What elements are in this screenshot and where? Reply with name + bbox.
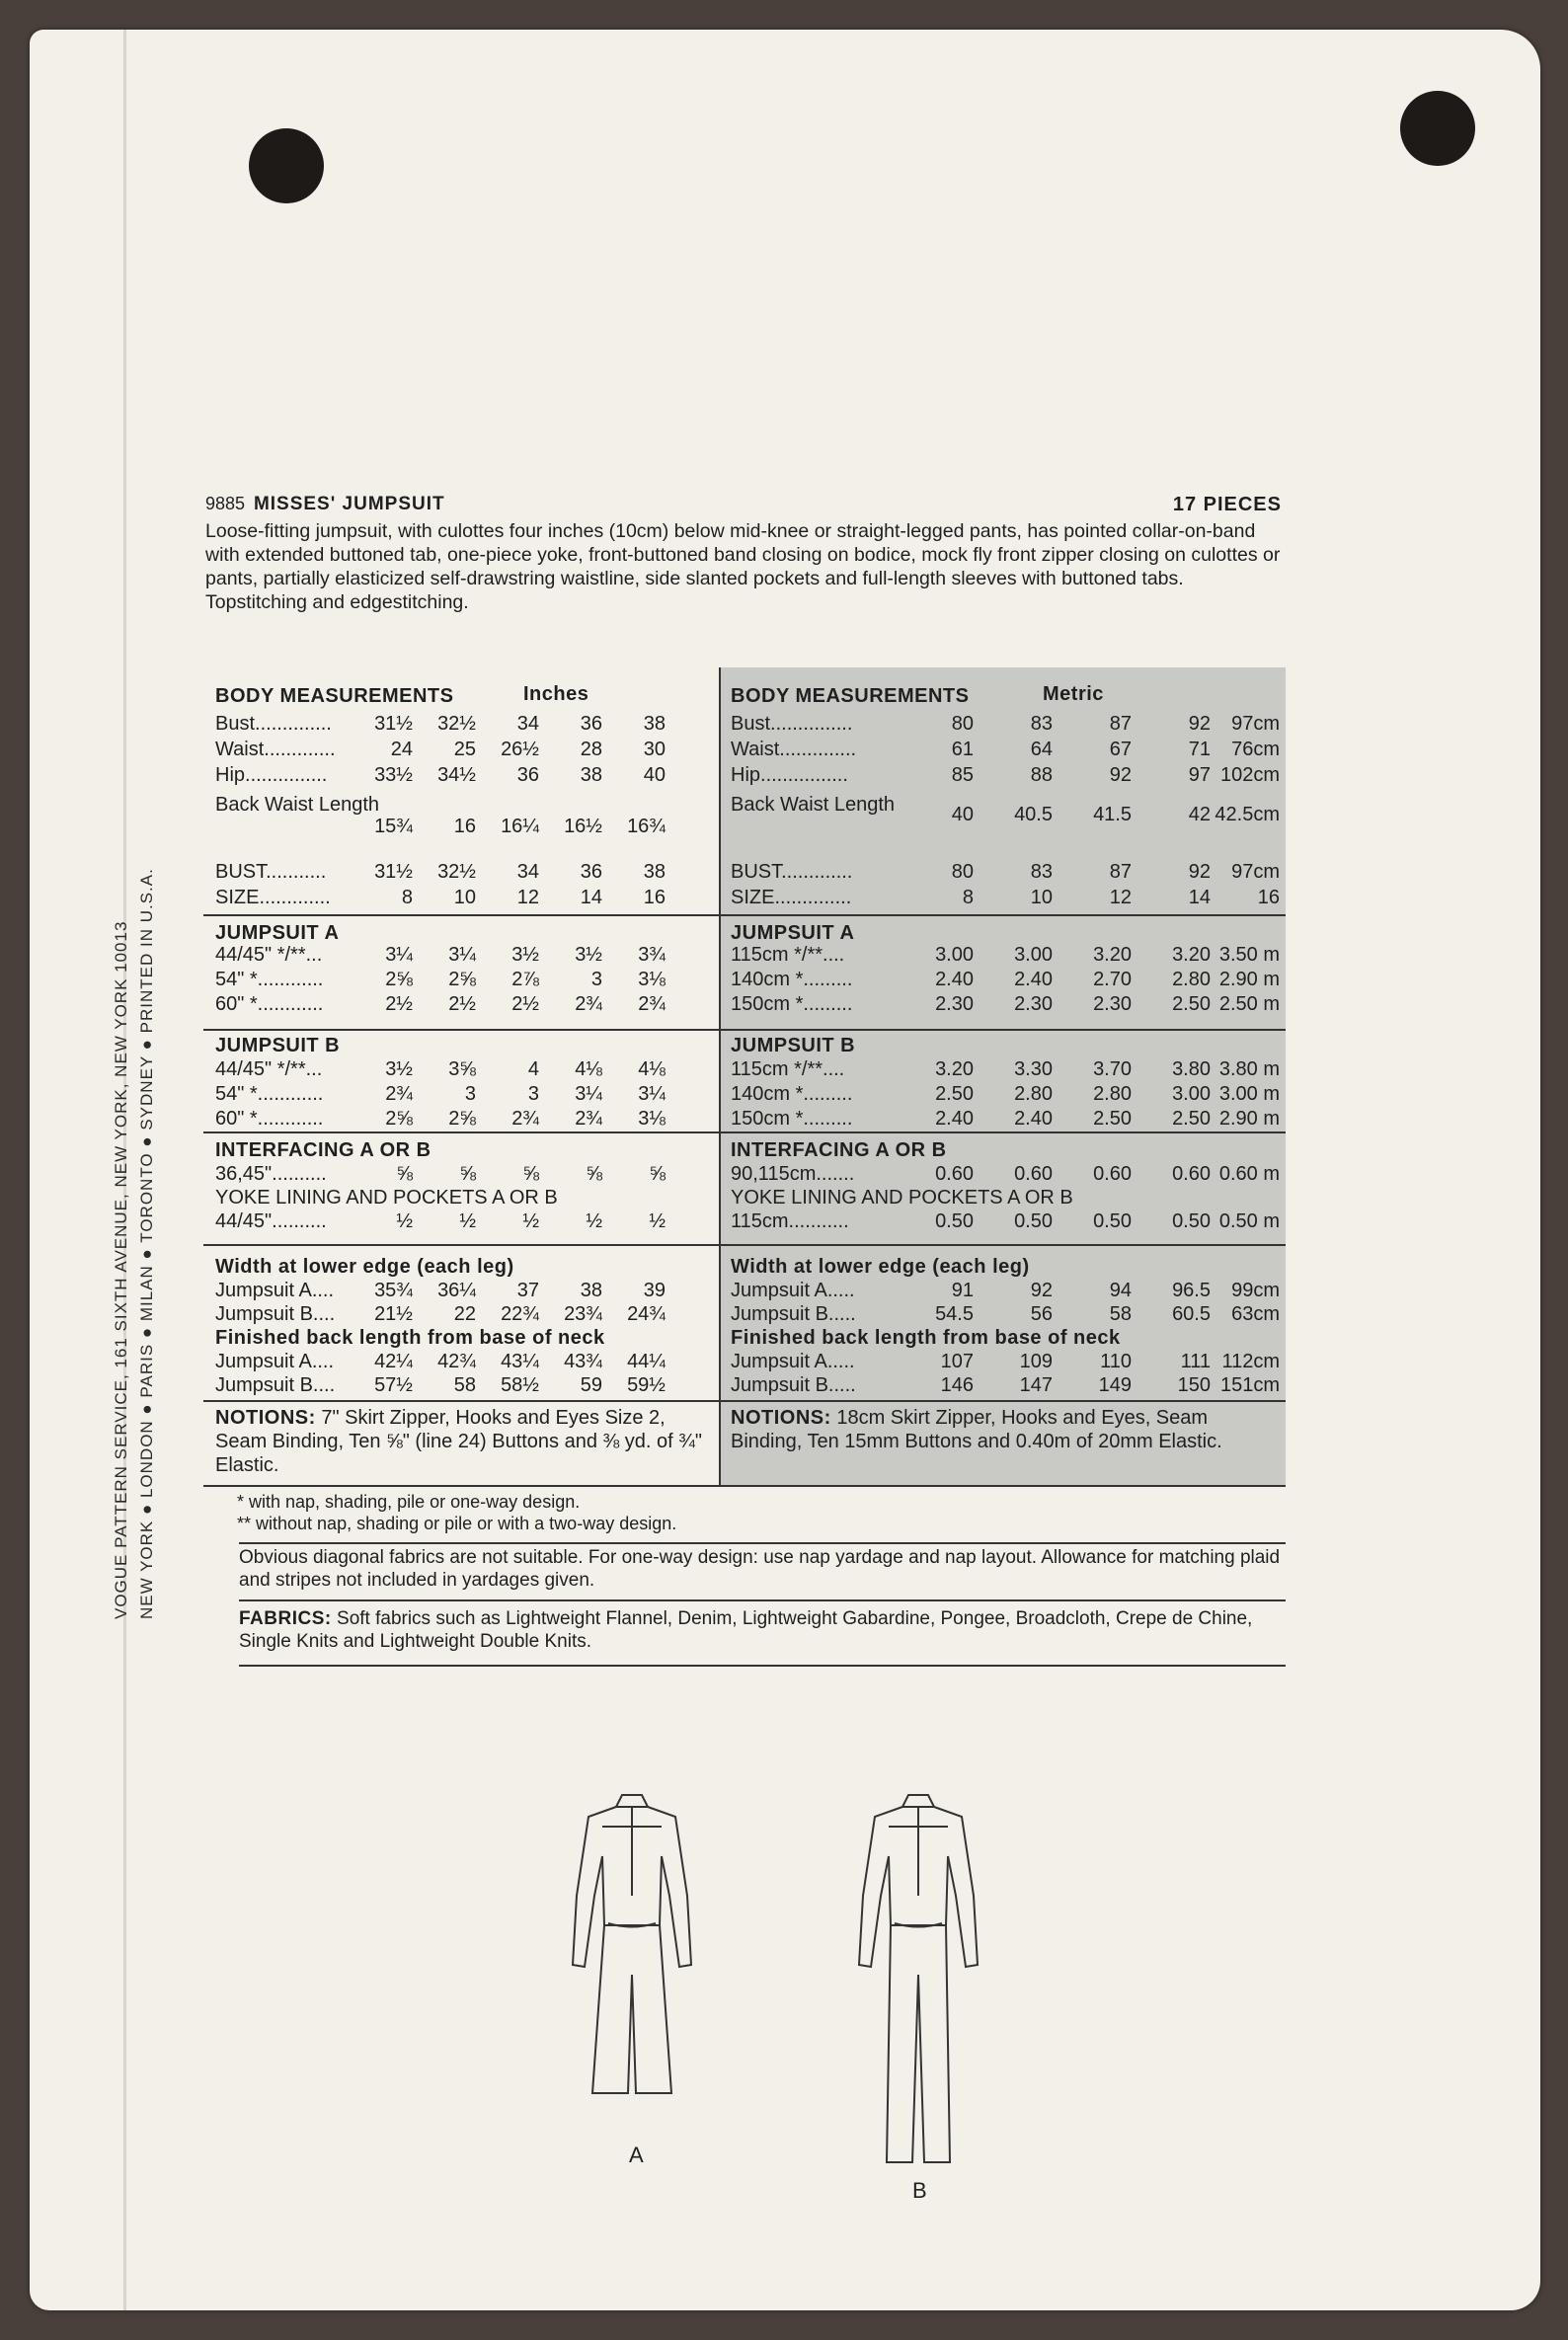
bust-value: 36 xyxy=(580,861,602,883)
yoke-row-value: 0.50 xyxy=(1172,1210,1211,1232)
jumpsuit-b-row-value: 2¾ xyxy=(575,1108,602,1130)
interfacing-row-value: 0.60 xyxy=(1014,1163,1053,1185)
table-rule xyxy=(203,1244,1286,1246)
body-measure-value: 83 xyxy=(1030,713,1053,735)
finished-length-row-value: 59 xyxy=(580,1374,602,1396)
pattern-description: Loose-fitting jumpsuit, with culottes four inches (10cm) below mid-knee or straight-legged pants, has pointed collar-on-band with extended buttoned tab, one-piece yoke, front-buttoned band closing on bodice, mock fly front zipper closing on culottes or pants, partially elasticized self-drawstring waistline, side slanted pockets and full-length sleeves with buttoned tabs. Topstitching and edgestitching. xyxy=(205,520,1281,613)
finished-length-row-value: 151cm xyxy=(1219,1374,1280,1396)
interfacing-row-value: ⅝ xyxy=(459,1163,476,1185)
jumpsuit-b-row-value: 3.20 xyxy=(935,1058,974,1080)
body-measure-value: 32½ xyxy=(437,713,476,735)
width-row-label: Jumpsuit A.... xyxy=(215,1280,335,1301)
jumpsuit-a-sketch xyxy=(553,1787,711,2172)
body-measure-value: 28 xyxy=(580,739,602,760)
body-measure-label: Hip................ xyxy=(731,764,848,786)
yoke-row-value: ½ xyxy=(522,1210,539,1232)
body-measure-value: 76cm xyxy=(1231,739,1280,760)
jumpsuit-a-row-value: 2.90 m xyxy=(1218,969,1280,990)
jumpsuit-b-row-value: 3½ xyxy=(385,1058,413,1080)
jumpsuit-a-row-value: 3.00 xyxy=(935,944,974,966)
table-rule xyxy=(203,1400,1286,1402)
notions-text: 18cm Skirt Zipper, Hooks and Eyes, Seam Binding, Ten 15mm Buttons and 0.40m of 20mm Elastic. xyxy=(731,1407,1222,1452)
finished-length-row-value: 42¼ xyxy=(374,1351,413,1372)
notions-label: NOTIONS: xyxy=(215,1407,316,1429)
interfacing-row-label: 90,115cm....... xyxy=(731,1163,855,1185)
back-waist-value: 40.5 xyxy=(1014,804,1053,825)
yoke-heading: YOKE LINING AND POCKETS A OR B xyxy=(731,1187,1073,1209)
rule xyxy=(239,1599,1286,1601)
width-row-value: 99cm xyxy=(1231,1280,1280,1301)
body-measure-value: 87 xyxy=(1109,713,1132,735)
yoke-row-value: 0.50 m xyxy=(1218,1210,1280,1232)
notions-block xyxy=(215,1406,709,1477)
finished-length-row-value: 58½ xyxy=(501,1374,539,1396)
yoke-row-value: 0.50 xyxy=(935,1210,974,1232)
jumpsuit-b-row-label: 44/45" */**... xyxy=(215,1058,323,1080)
body-measure-value: 80 xyxy=(951,713,974,735)
body-measure-value: 67 xyxy=(1109,739,1132,760)
back-waist-value: 16¾ xyxy=(627,816,666,837)
jumpsuit-b-row-value: 3¼ xyxy=(575,1083,602,1105)
back-waist-value: 41.5 xyxy=(1093,804,1132,825)
table-rule xyxy=(203,1029,1286,1031)
bust-value: 92 xyxy=(1188,861,1211,883)
width-row-value: 22 xyxy=(453,1303,476,1325)
finished-length-row-value: 42¾ xyxy=(437,1351,476,1372)
jumpsuit-b-row-value: 2.50 xyxy=(935,1083,974,1105)
body-measure-label: Bust............... xyxy=(731,713,853,735)
jumpsuit-a-row-label: 54" *............ xyxy=(215,969,324,990)
yoke-row-label: 115cm........... xyxy=(731,1210,849,1232)
yoke-row-value: ½ xyxy=(649,1210,666,1232)
body-measure-value: 38 xyxy=(643,713,666,735)
jumpsuit-b-row-label: 54" *............ xyxy=(215,1083,324,1105)
jumpsuit-b-row-value: 2¾ xyxy=(511,1108,539,1130)
finished-length-row-value: 44¼ xyxy=(627,1351,666,1372)
jumpsuit-a-row-value: 3¼ xyxy=(448,944,476,966)
yoke-row-value: ½ xyxy=(586,1210,602,1232)
back-waist-value: 40 xyxy=(951,804,974,825)
body-measure-value: 85 xyxy=(951,764,974,786)
width-row-value: 54.5 xyxy=(935,1303,974,1325)
width-row-label: Jumpsuit B.... xyxy=(215,1303,336,1325)
yoke-row-value: 0.50 xyxy=(1093,1210,1132,1232)
size-value: 14 xyxy=(580,887,602,908)
footnotes xyxy=(237,1491,676,1534)
jumpsuit-a-row-value: 2½ xyxy=(385,993,413,1015)
jumpsuit-b-row-value: 3.00 m xyxy=(1218,1083,1280,1105)
body-measure-label: Waist.............. xyxy=(731,739,857,760)
width-row-value: 35¾ xyxy=(374,1280,413,1301)
body-measure-value: 36 xyxy=(580,713,602,735)
size-value: 10 xyxy=(453,887,476,908)
yardage-tables xyxy=(203,667,1286,1487)
width-row-label: Jumpsuit A..... xyxy=(731,1280,855,1301)
width-row-value: 21½ xyxy=(374,1303,413,1325)
finished-length-heading: Finished back length from base of neck xyxy=(731,1327,1121,1349)
finished-length-row-value: 146 xyxy=(940,1374,974,1396)
body-measure-value: 88 xyxy=(1030,764,1053,786)
footnote-no-nap: ** without nap, shading or pile or with a two-way design. xyxy=(237,1514,677,1533)
bust-value: 31½ xyxy=(374,861,413,883)
jumpsuit-a-row-label: 140cm *......... xyxy=(731,969,853,990)
jumpsuit-a-row-value: 3½ xyxy=(575,944,602,966)
jumpsuit-b-row-value: 2⅝ xyxy=(448,1108,476,1130)
body-measure-value: 25 xyxy=(453,739,476,760)
jumpsuit-a-row-value: 2½ xyxy=(448,993,476,1015)
jumpsuit-a-row-value: 2.40 xyxy=(1014,969,1053,990)
interfacing-row-value: 0.60 xyxy=(1172,1163,1211,1185)
back-waist-value: 16 xyxy=(453,816,476,837)
finished-length-heading: Finished back length from base of neck xyxy=(215,1327,605,1349)
jumpsuit-b-row-value: 4 xyxy=(527,1058,539,1080)
interfacing-row-value: 0.60 m xyxy=(1218,1163,1280,1185)
jumpsuit-a-row-label: 150cm *......... xyxy=(731,993,853,1015)
size-value: 16 xyxy=(643,887,666,908)
jumpsuit-a-row-value: 3⅛ xyxy=(638,969,666,990)
size-value: 16 xyxy=(1257,887,1280,908)
finished-length-row-label: Jumpsuit B..... xyxy=(731,1374,856,1396)
body-measure-label: Bust.............. xyxy=(215,713,332,735)
width-row-value: 91 xyxy=(951,1280,974,1301)
jumpsuit-b-row-value: 3 xyxy=(527,1083,539,1105)
finished-length-row-value: 59½ xyxy=(627,1374,666,1396)
jumpsuit-a-row-value: 2.70 xyxy=(1093,969,1132,990)
notions-label: NOTIONS: xyxy=(731,1407,831,1429)
body-measure-value: 102cm xyxy=(1219,764,1280,786)
pattern-title: MISSES' JUMPSUIT xyxy=(253,494,445,514)
bust-value: 34 xyxy=(516,861,539,883)
bust-value: 83 xyxy=(1030,861,1053,883)
size-value: 14 xyxy=(1188,887,1211,908)
jumpsuit-b-row-value: 3.30 xyxy=(1014,1058,1053,1080)
unit-heading: Inches xyxy=(523,683,589,705)
yoke-heading: YOKE LINING AND POCKETS A OR B xyxy=(215,1187,558,1209)
fabrics-block xyxy=(239,1607,1286,1653)
body-measure-value: 97cm xyxy=(1231,713,1280,735)
pattern-number: 9885 xyxy=(205,494,246,513)
interfacing-row-value: ⅝ xyxy=(586,1163,602,1185)
yoke-row-label: 44/45".......... xyxy=(215,1210,327,1232)
width-row-value: 37 xyxy=(516,1280,539,1301)
jumpsuit-b-row-value: 2.80 xyxy=(1093,1083,1132,1105)
table-rule xyxy=(203,1131,1286,1133)
width-row-value: 60.5 xyxy=(1172,1303,1211,1325)
jumpsuit-b-row-label: 150cm *......... xyxy=(731,1108,853,1130)
jumpsuit-b-row-value: 3⅝ xyxy=(448,1058,476,1080)
jumpsuit-b-row-value: 3¼ xyxy=(638,1083,666,1105)
jumpsuit-b-row-value: 4⅛ xyxy=(638,1058,666,1080)
sketch-label-a: A xyxy=(629,2143,644,2167)
jumpsuit-a-row-label: 115cm */**.... xyxy=(731,944,845,966)
jumpsuit-b-row-value: 2.40 xyxy=(1014,1108,1053,1130)
width-row-value: 92 xyxy=(1030,1280,1053,1301)
body-measure-value: 92 xyxy=(1188,713,1211,735)
jumpsuit-b-row-value: 2¾ xyxy=(385,1083,413,1105)
footnote-nap: * with nap, shading, pile or one-way design. xyxy=(237,1492,581,1512)
bust-value: 97cm xyxy=(1231,861,1280,883)
body-measure-value: 34 xyxy=(516,713,539,735)
body-measure-value: 36 xyxy=(516,764,539,786)
back-waist-label: Back Waist Length xyxy=(731,794,896,816)
jumpsuit-b-heading: JUMPSUIT B xyxy=(731,1035,856,1056)
width-heading: Width at lower edge (each leg) xyxy=(215,1256,514,1278)
body-measure-value: 38 xyxy=(580,764,602,786)
finished-length-row-value: 43¼ xyxy=(501,1351,539,1372)
jumpsuit-b-row-value: 2.40 xyxy=(935,1108,974,1130)
bust-value: 87 xyxy=(1109,861,1132,883)
jumpsuit-b-row-value: 2.80 xyxy=(1014,1083,1053,1105)
finished-length-row-value: 149 xyxy=(1098,1374,1132,1396)
jumpsuit-b-row-value: 3.80 xyxy=(1172,1058,1211,1080)
pieces-count: 17 PIECES xyxy=(1172,494,1282,515)
bust-value: 80 xyxy=(951,861,974,883)
punch-hole-left xyxy=(249,128,324,203)
jumpsuit-b-row-label: 115cm */**.... xyxy=(731,1058,845,1080)
rule xyxy=(239,1665,1286,1667)
finished-length-row-label: Jumpsuit B.... xyxy=(215,1374,336,1396)
width-row-value: 39 xyxy=(643,1280,666,1301)
finished-length-row-value: 150 xyxy=(1177,1374,1211,1396)
punch-hole-right xyxy=(1400,91,1475,166)
unit-heading: Metric xyxy=(1043,683,1104,705)
jumpsuit-b-heading: JUMPSUIT B xyxy=(215,1035,341,1056)
pattern-header xyxy=(205,494,1282,614)
jumpsuit-b-row-value: 2⅝ xyxy=(385,1108,413,1130)
finished-length-row-label: Jumpsuit A..... xyxy=(731,1351,855,1372)
bust-label: BUST............. xyxy=(731,861,853,883)
jumpsuit-b-row-value: 2.50 xyxy=(1172,1108,1211,1130)
yoke-row-value: ½ xyxy=(459,1210,476,1232)
jumpsuit-a-row-value: 2¾ xyxy=(575,993,602,1015)
jumpsuit-b-row-value: 3.00 xyxy=(1172,1083,1211,1105)
size-value: 10 xyxy=(1030,887,1053,908)
width-row-value: 94 xyxy=(1109,1280,1132,1301)
size-label: SIZE............. xyxy=(215,887,331,908)
jumpsuit-b-row-value: 3.70 xyxy=(1093,1058,1132,1080)
width-heading: Width at lower edge (each leg) xyxy=(731,1256,1030,1278)
finished-length-row-value: 109 xyxy=(1019,1351,1053,1372)
back-waist-value: 15¾ xyxy=(374,816,413,837)
finished-length-row-value: 58 xyxy=(453,1374,476,1396)
body-measure-value: 40 xyxy=(643,764,666,786)
back-waist-value: 16½ xyxy=(564,816,602,837)
interfacing-row-label: 36,45".......... xyxy=(215,1163,327,1185)
interfacing-heading: INTERFACING A OR B xyxy=(731,1139,947,1161)
jumpsuit-a-row-value: 2.30 xyxy=(935,993,974,1015)
jumpsuit-a-heading: JUMPSUIT A xyxy=(215,922,340,944)
back-waist-label: Back Waist Length xyxy=(215,794,380,816)
jumpsuit-b-row-value: 3 xyxy=(464,1083,476,1105)
jumpsuit-a-row-value: 2⅞ xyxy=(511,969,539,990)
jumpsuit-a-row-value: 2⅝ xyxy=(385,969,413,990)
table-divider xyxy=(719,667,721,1487)
bust-label: BUST........... xyxy=(215,861,327,883)
rule xyxy=(239,1542,1286,1544)
body-measurements-heading: BODY MEASUREMENTS xyxy=(731,685,970,707)
finished-length-row-value: 111 xyxy=(1180,1351,1211,1372)
notions-text: 7" Skirt Zipper, Hooks and Eyes Size 2, Seam Binding, Ten ⅝" (line 24) Buttons and ⅜ yd. of ¾" Elastic. xyxy=(215,1407,703,1476)
jumpsuit-a-row-value: 2.30 xyxy=(1014,993,1053,1015)
size-value: 8 xyxy=(962,887,974,908)
fabric-note: Obvious diagonal fabrics are not suitable. For one-way design: use nap yardage and nap layout. Allowance for matching plaid and stripes not included in yardages given. xyxy=(239,1547,1281,1591)
width-row-value: 58 xyxy=(1109,1303,1132,1325)
jumpsuit-a-row-value: 3.50 m xyxy=(1218,944,1280,966)
sketch-label-b: B xyxy=(912,2178,927,2203)
width-row-value: 23¾ xyxy=(564,1303,602,1325)
jumpsuit-a-row-value: 2⅝ xyxy=(448,969,476,990)
width-row-value: 38 xyxy=(580,1280,602,1301)
jumpsuit-a-row-value: 3¼ xyxy=(385,944,413,966)
jumpsuit-a-row-value: 2½ xyxy=(511,993,539,1015)
jumpsuit-a-row-value: 3 xyxy=(590,969,602,990)
body-measure-value: 61 xyxy=(951,739,974,760)
yoke-row-value: ½ xyxy=(396,1210,413,1232)
yoke-row-value: 0.50 xyxy=(1014,1210,1053,1232)
jumpsuit-b-row-value: 4⅛ xyxy=(575,1058,602,1080)
jumpsuit-a-row-value: 2.50 m xyxy=(1218,993,1280,1015)
jumpsuit-b-sketch xyxy=(839,1787,997,2182)
publisher-cities: NEW YORK ● LONDON ● PARIS ● MILAN ● TORONTO ● SYDNEY ● PRINTED IN U.S.A. xyxy=(137,868,156,1619)
finished-length-row-value: 112cm xyxy=(1221,1351,1280,1372)
jumpsuit-a-row-value: 2.50 xyxy=(1172,993,1211,1015)
jumpsuit-a-row-value: 3.00 xyxy=(1014,944,1053,966)
finished-length-row-value: 107 xyxy=(940,1351,974,1372)
size-value: 12 xyxy=(516,887,539,908)
size-value: 12 xyxy=(1109,887,1132,908)
fabrics-text: Soft fabrics such as Lightweight Flannel, Denim, Lightweight Gabardine, Pongee, Broadcloth, Crepe de Chine, Single Knits and Lightweight Double Knits. xyxy=(239,1608,1253,1652)
interfacing-heading: INTERFACING A OR B xyxy=(215,1139,431,1161)
bust-value: 32½ xyxy=(437,861,476,883)
publisher-side-text xyxy=(109,868,160,1619)
body-measure-value: 92 xyxy=(1109,764,1132,786)
body-measure-value: 26½ xyxy=(501,739,539,760)
interfacing-row-value: ⅝ xyxy=(649,1163,666,1185)
publisher-address: VOGUE PATTERN SERVICE, 161 SIXTH AVENUE, NEW YORK, NEW YORK 10013 xyxy=(112,920,130,1619)
body-measure-value: 31½ xyxy=(374,713,413,735)
back-waist-value: 42 xyxy=(1188,804,1211,825)
interfacing-row-value: 0.60 xyxy=(1093,1163,1132,1185)
size-value: 8 xyxy=(401,887,413,908)
jumpsuit-b-row-value: 2.90 m xyxy=(1218,1108,1280,1130)
table-rule xyxy=(203,1485,1286,1487)
body-measure-value: 97 xyxy=(1188,764,1211,786)
width-row-value: 56 xyxy=(1030,1303,1053,1325)
body-measure-label: Waist............. xyxy=(215,739,336,760)
back-waist-value: 42.5cm xyxy=(1215,804,1280,825)
interfacing-row-value: 0.60 xyxy=(935,1163,974,1185)
body-measurements-heading: BODY MEASUREMENTS xyxy=(215,685,454,707)
jumpsuit-a-row-value: 2¾ xyxy=(638,993,666,1015)
jumpsuit-a-row-value: 2.40 xyxy=(935,969,974,990)
bust-value: 38 xyxy=(643,861,666,883)
jumpsuit-b-row-value: 3.80 m xyxy=(1218,1058,1280,1080)
jumpsuit-a-row-value: 3.20 xyxy=(1172,944,1211,966)
finished-length-row-value: 43¾ xyxy=(564,1351,602,1372)
body-measure-value: 24 xyxy=(390,739,413,760)
finished-length-row-value: 110 xyxy=(1100,1351,1132,1372)
fabrics-label: FABRICS: xyxy=(239,1608,332,1629)
width-row-value: 63cm xyxy=(1231,1303,1280,1325)
interfacing-row-value: ⅝ xyxy=(522,1163,539,1185)
body-measure-value: 34½ xyxy=(437,764,476,786)
jumpsuit-a-row-value: 3.20 xyxy=(1093,944,1132,966)
finished-length-row-value: 147 xyxy=(1019,1374,1053,1396)
jumpsuit-a-row-value: 2.80 xyxy=(1172,969,1211,990)
jumpsuit-b-row-label: 60" *............ xyxy=(215,1108,324,1130)
interfacing-row-value: ⅝ xyxy=(396,1163,413,1185)
size-label: SIZE.............. xyxy=(731,887,852,908)
jumpsuit-a-row-label: 60" *............ xyxy=(215,993,324,1015)
body-measure-value: 30 xyxy=(643,739,666,760)
body-measure-value: 64 xyxy=(1030,739,1053,760)
table-rule xyxy=(203,914,1286,916)
jumpsuit-b-row-value: 2.50 xyxy=(1093,1108,1132,1130)
jumpsuit-a-row-label: 44/45" */**... xyxy=(215,944,323,966)
jumpsuit-a-heading: JUMPSUIT A xyxy=(731,922,855,944)
width-row-value: 24¾ xyxy=(627,1303,666,1325)
body-measure-value: 71 xyxy=(1188,739,1211,760)
jumpsuit-a-row-value: 2.30 xyxy=(1093,993,1132,1015)
jumpsuit-b-row-value: 3⅛ xyxy=(638,1108,666,1130)
body-measure-label: Hip............... xyxy=(215,764,328,786)
jumpsuit-a-row-value: 3½ xyxy=(511,944,539,966)
width-row-label: Jumpsuit B..... xyxy=(731,1303,856,1325)
back-waist-value: 16¼ xyxy=(501,816,539,837)
jumpsuit-b-row-label: 140cm *......... xyxy=(731,1083,853,1105)
finished-length-row-value: 57½ xyxy=(374,1374,413,1396)
finished-length-row-label: Jumpsuit A.... xyxy=(215,1351,335,1372)
width-row-value: 36¼ xyxy=(437,1280,476,1301)
width-row-value: 96.5 xyxy=(1172,1280,1211,1301)
notions-block xyxy=(731,1406,1272,1453)
body-measure-value: 33½ xyxy=(374,764,413,786)
jumpsuit-a-row-value: 3¾ xyxy=(638,944,666,966)
width-row-value: 22¾ xyxy=(501,1303,539,1325)
